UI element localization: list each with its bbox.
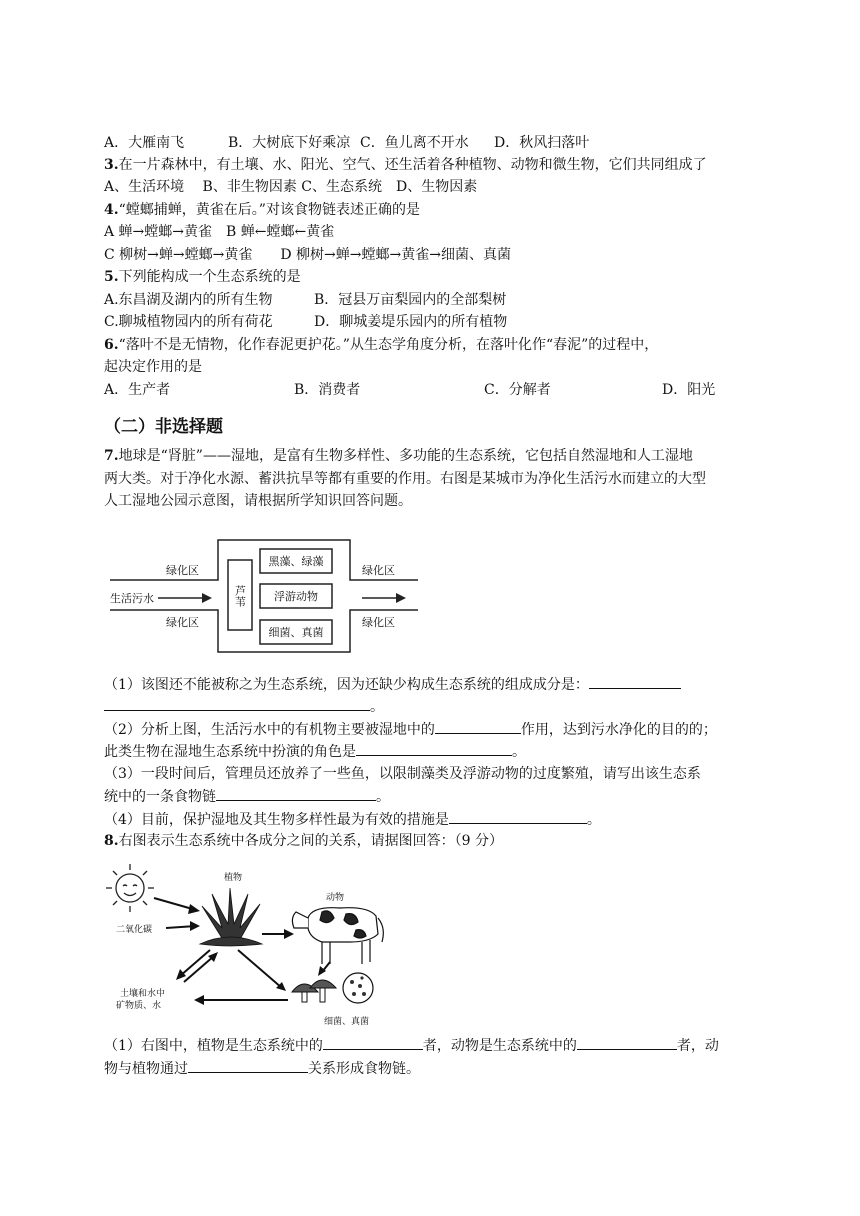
q7-sub4-text-b: 。 (586, 812, 601, 828)
microbes-label: 细菌、真菌 (268, 626, 324, 639)
q8-sub1-blank-c[interactable] (188, 1058, 308, 1073)
q4-options-row2: C 柳树→蝉→螳螂→黄雀 D 柳树→蝉→螳螂→黄雀→细菌、真菌 (104, 247, 511, 263)
q8-sub1-blank-b[interactable] (577, 1035, 677, 1050)
plankton-label: 浮游动物 (274, 590, 318, 603)
q2-option-c: C．鱼儿离不开水 (360, 135, 469, 151)
sun-icon (106, 864, 154, 912)
section-title: （二）非选择题 (104, 417, 223, 437)
q7-text-1: 地球是“肾脏”——湿地，是富有生物多样性、多功能的生态系统，它包括自然湿地和人工湿地 (118, 448, 693, 464)
q8-sub1-line1 (104, 1035, 719, 1056)
soil-label-1: 土壤和水中 (120, 989, 166, 999)
q7-sub3-line2 (104, 786, 390, 807)
plant-label: 植物 (224, 873, 243, 883)
q5-option-c: C.聊城植物园内的所有荷花 (104, 314, 273, 330)
q7-sub1-line2 (104, 696, 384, 717)
q6-stem-line1 (104, 335, 658, 355)
decomposer-label: 细菌、真菌 (324, 1017, 370, 1027)
q5-stem (104, 267, 301, 287)
q6-option-d: D．阳光 (662, 382, 716, 398)
q7-sub2-text-d: 。 (512, 744, 526, 760)
animal-label: 动物 (326, 893, 345, 903)
q6-option-b: B．消费者 (294, 382, 361, 398)
q2-option-d: D．秋风扫落叶 (494, 135, 590, 151)
plant-icon (200, 888, 262, 946)
q7-sub2-line1 (104, 719, 717, 740)
q7-sub4-blank[interactable] (449, 809, 587, 824)
algae-label: 黑藻、绿藻 (268, 555, 324, 568)
q6-stem-line2: 起决定作用的是 (104, 359, 202, 375)
q5-options-row1 (104, 290, 506, 310)
q7-sub2-text-c: 此类生物在湿地生态系统中扮演的角色是 (104, 744, 356, 760)
q5-options-row2 (104, 312, 507, 332)
q7-sub3-line1: （3）一段时间后，管理员还放养了一些鱼，以限制藻类及浮游动物的过度繁殖，请写出该生态系 (104, 766, 701, 782)
q7-sub2-blank-b[interactable] (356, 741, 512, 756)
q7-sub4-text-a: （4）目前，保护湿地及其生物多样性最为有效的措施是 (104, 812, 449, 828)
q6-number: 6. (104, 337, 119, 353)
q7-sub1-end: 。 (370, 699, 384, 715)
q5-option-a: A.东昌湖及湖内的所有生物 (104, 292, 273, 308)
q8-sub1-blank-a[interactable] (323, 1035, 423, 1050)
ecosystem-diagram (100, 858, 400, 1030)
q7-sub2-text-b: 作用，达到污水净化的目的的； (520, 722, 717, 738)
q5-number: 5. (104, 269, 119, 285)
q3-options: A、生活环境 B、非生物因素 C、生态系统 D、生物因素 (104, 179, 478, 195)
q7-number: 7. (104, 448, 119, 464)
q7-sub1-blank-a[interactable] (589, 674, 681, 689)
q8-sub1-line2 (104, 1058, 420, 1079)
green-area-bottom-right: 绿化区 (362, 616, 395, 629)
q3-stem (104, 155, 707, 175)
q7-sub2-text-a: （2）分析上图，生活污水中的有机物主要被湿地中的 (104, 722, 435, 738)
q6-text-1: “落叶不是无情物，化作春泥更护花。”从生态学角度分析，在落叶化作“春泥”的过程中， (118, 337, 659, 353)
soil-label-2: 矿物质、水 (116, 1001, 162, 1011)
q8-sub1-text-a: （1）右图中，植物是生态系统中的 (104, 1038, 323, 1054)
green-area-top-right: 绿化区 (362, 564, 395, 577)
q8-sub1-text-d: 物与植物通过 (104, 1061, 188, 1077)
q4-number: 4. (104, 202, 119, 218)
q4-text: “螳螂捕蝉，黄雀在后。”对该食物链表述正确的是 (118, 202, 420, 218)
q8-text: 右图表示生态系统中各成分之间的关系，请据图回答：（9 分） (118, 833, 503, 849)
q6-option-c: C．分解者 (484, 382, 551, 398)
co2-label: 二氧化碳 (116, 925, 153, 935)
q6-options (104, 380, 715, 400)
q5-text: 下列能构成一个生态系统的是 (118, 269, 301, 285)
green-area-top-left: 绿化区 (166, 564, 199, 577)
q7-stem-line3: 人工湿地公园示意图，请根据所学知识回答问题。 (104, 493, 412, 509)
reed-label: 芦苇 (233, 585, 247, 607)
inflow-label: 生活污水 (110, 592, 154, 605)
q6-option-a: A．生产者 (104, 382, 171, 398)
q7-stem-line2: 两大类。对于净化水源、蓄洪抗旱等都有重要的作用。右图是某城市为净化生活污水而建立的大型 (104, 471, 706, 487)
q8-sub1-text-c: 者，动 (676, 1038, 719, 1054)
q3-text: 在一片森林中，有土壤、水、阳光、空气、还生活着各种植物、动物和微生物，它们共同组成了 (118, 157, 707, 173)
q2-options-row (104, 133, 589, 153)
wetland-diagram (100, 518, 430, 658)
mushroom-icon (292, 980, 336, 1002)
q4-stem (104, 200, 420, 220)
q7-sub2-blank-a[interactable] (435, 719, 521, 734)
q7-sub3-blank[interactable] (216, 786, 376, 801)
bacteria-icon (343, 973, 373, 1003)
q8-sub1-text-b: 者，动物是生态系统中的 (422, 1038, 577, 1054)
q4-options-row1: A 蝉→螳螂→黄雀 B 蝉←螳螂←黄雀 (104, 224, 335, 240)
green-area-bottom-left: 绿化区 (166, 616, 199, 629)
q7-sub4 (104, 809, 601, 830)
q8-sub1-text-e: 关系形成食物链。 (308, 1061, 420, 1077)
q7-sub1-blank-b[interactable] (104, 696, 370, 711)
q7-sub1-line1 (104, 674, 681, 695)
q2-option-a: A．大雁南飞 (104, 135, 185, 151)
q3-number: 3. (104, 157, 119, 173)
cow-icon (292, 908, 383, 964)
q7-stem-line1 (104, 446, 693, 466)
q7-sub3-text-b: 统中的一条食物链 (104, 789, 216, 805)
q8-number: 8. (104, 833, 119, 849)
q7-sub3-text-c: 。 (376, 789, 390, 805)
q7-sub1-text: （1）该图还不能被称之为生态系统，因为还缺少构成生态系统的组成成分是： (104, 677, 589, 693)
q5-option-d: D．聊城姜堤乐园内的所有植物 (314, 314, 508, 330)
q2-option-b: B．大树底下好乘凉 (228, 135, 351, 151)
q5-option-b: B．冠县万亩梨园内的全部梨树 (314, 292, 507, 308)
q7-sub2-line2 (104, 741, 526, 762)
q8-stem (104, 831, 503, 851)
